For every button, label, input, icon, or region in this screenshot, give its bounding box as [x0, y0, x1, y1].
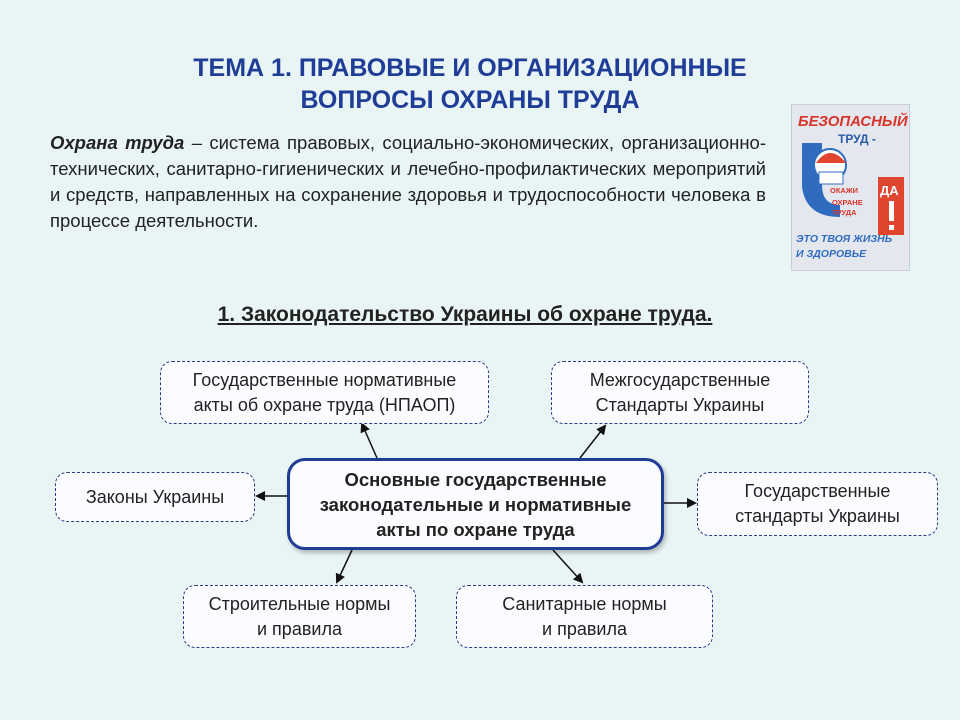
box-construction-norms — [183, 585, 416, 648]
box-npaop-line-1: Государственные нормативные — [192, 369, 457, 390]
poster-bubble-2: ОХРАНЕ — [832, 198, 863, 207]
center-line-2: законодательные и нормативные — [319, 493, 632, 515]
poster-bubble-3: ТРУДА — [832, 208, 857, 217]
box-construction-line-1: Строительные нормы — [208, 593, 391, 614]
box-npaop-line-2: акты об охране труда (НПАОП) — [193, 394, 456, 415]
poster-line-1: БЕЗОПАСНЫЙ — [798, 113, 908, 130]
arrow-to-sanitary — [553, 550, 582, 582]
poster-bottom-1: ЭТО ТВОЯ ЖИЗНЬ — [796, 233, 893, 245]
box-laws-line-1: Законы Украины — [85, 486, 225, 507]
box-state-standards — [697, 472, 938, 536]
definition-term: Охрана труда — [50, 132, 185, 153]
box-central-acts — [287, 458, 664, 550]
box-state-standards-line-2: стандарты Украины — [735, 506, 900, 526]
title-line-1: ТЕМА 1. ПРАВОВЫЕ И ОРГАНИЗАЦИОННЫЕ — [193, 54, 747, 82]
arrow-to-construction — [337, 550, 352, 582]
section-heading: 1. Законодательство Украины об охране труда. — [217, 303, 713, 326]
box-interstate-line-2: Стандарты Украины — [595, 394, 765, 415]
poster-bubble-1: ОКАЖИ — [830, 186, 858, 195]
box-sanitary-line-2: и правила — [542, 618, 627, 639]
center-line-1: Основные государственные — [344, 468, 607, 490]
title-line-2: ВОПРОСЫ ОХРАНЫ ТРУДА — [300, 86, 640, 114]
box-npaop — [160, 361, 489, 424]
box-interstate-line-1: Межгосударственные — [589, 369, 771, 390]
box-state-standards-line-1: Государственные — [744, 481, 891, 501]
box-construction-line-2: и правила — [257, 618, 342, 639]
center-line-3: акты по охране труда — [376, 518, 575, 540]
box-interstate-standards — [551, 361, 809, 424]
poster-da: ДА — [880, 183, 899, 198]
box-sanitary-norms — [456, 585, 713, 648]
box-laws — [55, 472, 255, 522]
definition-text: – система правовых, социально-экономических, организационно-технических, санитарно-гигиенических и лечебно-профилактических мероприятий и средств, направленных на сохранение здоровья и трудоспособности человека в процессе деятельности. — [50, 132, 767, 231]
poster-line-2: ТРУД - — [838, 132, 876, 146]
arrow-to-npaop — [362, 424, 377, 458]
poster-bottom-2: И ЗДОРОВЬЕ — [796, 248, 867, 260]
box-sanitary-line-1: Санитарные нормы — [502, 593, 667, 614]
arrow-to-interstate — [580, 426, 605, 458]
